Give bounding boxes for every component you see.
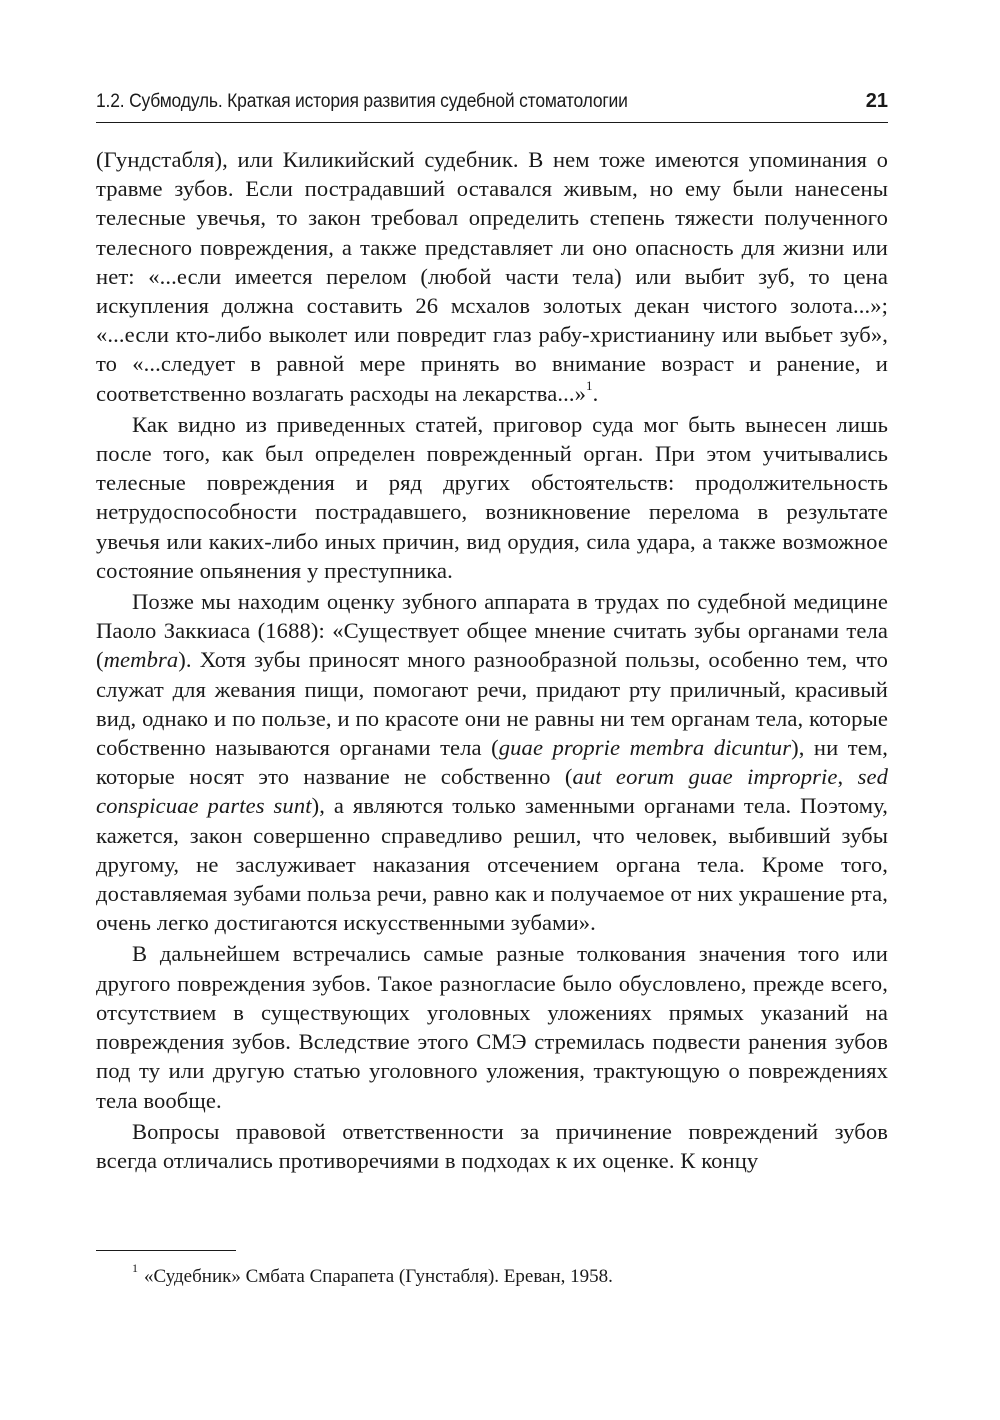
latin-term-membra: membra xyxy=(103,647,179,673)
paragraph-1-text: (Гундстабля), или Киликийский судебник. В нем тоже имеются упоминания о травме зубов. Если пострадавший оставался живым, но ему были нанесены телесные увечья, то закон требовал определить степень тяжести полученного телесного повреждения, а также представляет ли оно опасность для жизни или нет: «...если имеется перелом (любой части тела) или выбит зуб, то цена искупления должна составить 26 мсхалов золотых декан чистого золота...»; «...если кто-либо выколет или повредит глаз рабу-христианину или выбьет зуб», то «...следует в равной мере принять во внимание возраст и ранение, и соответственно возлагать расходы на лекарства...» xyxy=(96,147,888,406)
paragraph-4: В дальнейшем встречались самые разные толкования значения того или другого повреждения зубов. Такое разногласие было обусловлено, прежде всего, отсутствием в существующих уголовных уложениях прямых указаний на повреждения зубов. Вследствие этого СМЭ стремилась подвести ранения зубов под ту или другую статью уголовного уложения, трактующую о повреждениях тела вообще. xyxy=(96,941,888,1113)
body-text xyxy=(96,145,888,1175)
footnote-text: «Судебник» Смбата Спарапета (Гунстабля). Ереван, 1958. xyxy=(144,1266,613,1287)
latin-quote-1: guae proprie membra dicuntur xyxy=(498,735,792,761)
latin-quote-2: aut eorum guae improprie xyxy=(572,764,838,790)
running-title: 1.2. Субмодуль. Краткая история развития судебной стоматологии xyxy=(96,91,628,112)
footnote xyxy=(132,1260,872,1290)
paragraph-3-text-5: ), а являются только заменными органами тела. Поэтому, кажется, закон совершенно справедливо решил, что человек, выбивший зубы другому, не заслуживает наказания отсечением органа тела. Кроме того, доставляемая зубами польза речи, равно как и получаемое от них украшение рта, очень легко достигаются искусственными зубами». xyxy=(96,793,888,936)
footnote-reference: 1 xyxy=(586,378,593,394)
running-header xyxy=(96,88,888,123)
paragraph-5: Вопросы правовой ответственности за причинение повреждений зубов всегда отличались противоречиями в подходах к их оценке. К концу xyxy=(96,1118,888,1173)
footnote-marker: 1 xyxy=(132,1260,138,1275)
latin-quote-3: sed conspicuae partes sunt xyxy=(96,764,888,819)
paragraph-1 xyxy=(96,145,888,408)
paragraph-3-text-1: Позже мы находим оценку зубного аппарата в трудах по судебной медицине Паоло Заккиаса (1688): «Существует общее мнение считать зубы органами тела ( xyxy=(96,589,888,673)
paragraph-3-text-2: ). Хотя зубы приносят много разнообразной пользы, особенно тем, что служат для жевания пищи, помогают речи, придают рту приличный, красивый вид, однако и по пользе, и по красоте они не равны ни тем органам тела, которые собственно называются органами тела ( xyxy=(96,647,888,761)
paragraph-1-tail: . xyxy=(592,380,599,406)
paragraph-3 xyxy=(96,587,888,937)
page-number: 21 xyxy=(865,90,888,112)
footnote-divider xyxy=(96,1250,236,1251)
paragraph-2: Как видно из приведенных статей, приговор суда мог быть вынесен лишь после того, как был определен поврежденный орган. При этом учитывались телесные повреждения и ряд других обстоятельств: продолжительность нетрудоспособности пострадавшего, возникновение перелома в результате увечья или каких-либо иных причин, вид орудия, сила удара, а также возможное состояние опьянения у преступника. xyxy=(96,411,888,583)
paragraph-3-text-3: ), ни тем, которые носят это название не собственно ( xyxy=(96,735,888,790)
paragraph-3-text-4: , xyxy=(837,764,858,790)
